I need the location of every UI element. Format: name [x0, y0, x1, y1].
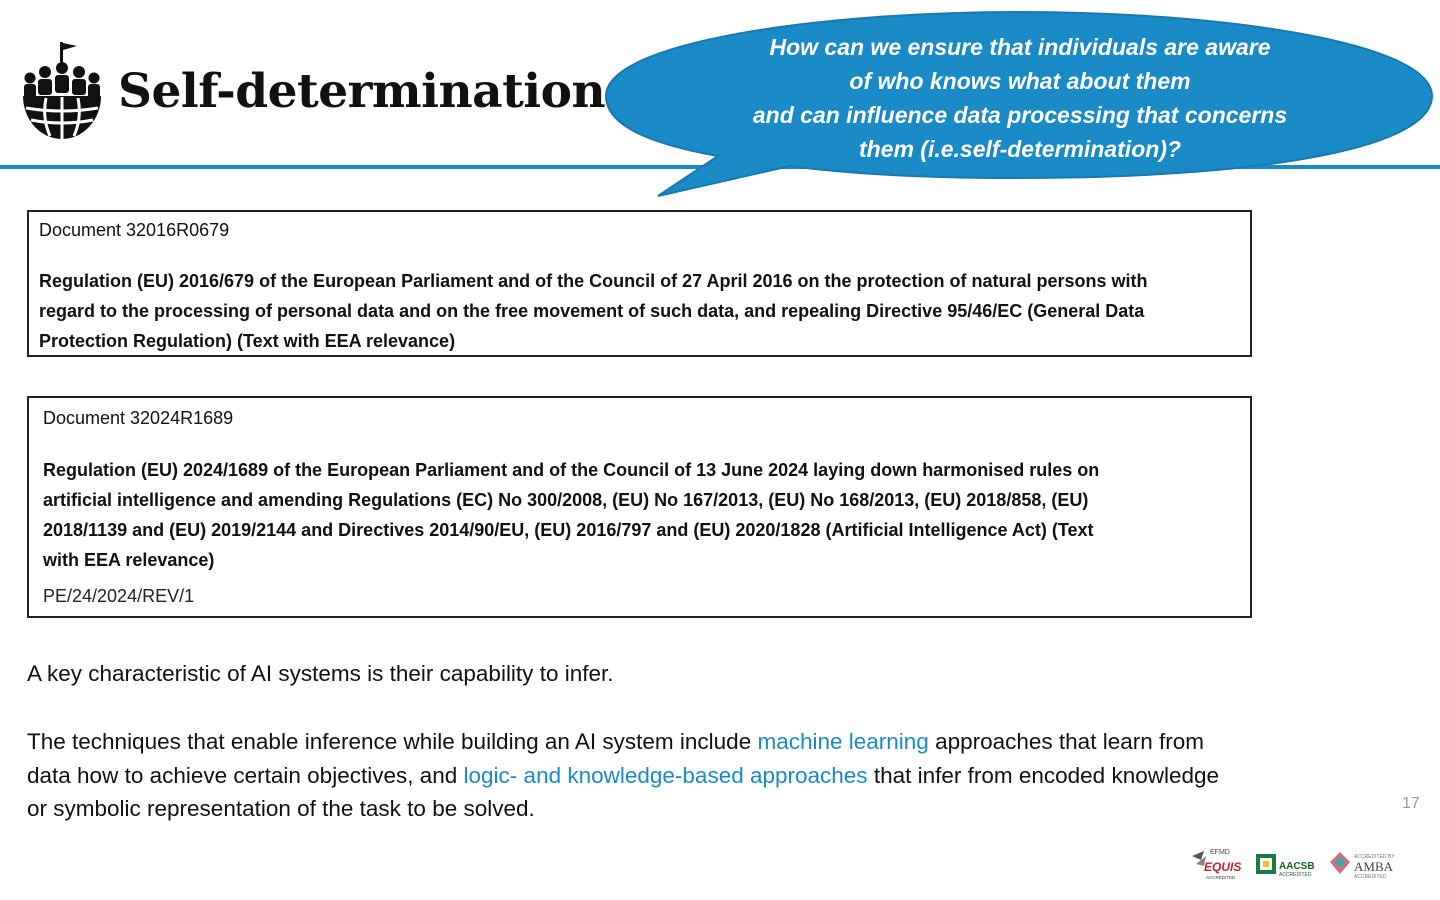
- callout-line: them (i.e.self-determination)?: [858, 136, 1182, 162]
- document-title-line: artificial intelligence and amending Regulations (EC) No 300/2008, (EU) No 167/2013, (EU) No 168/2013, (EU) 2018/858, (EU): [43, 490, 1089, 510]
- document-title-line: 2018/1139 and (EU) 2019/2144 and Directives 2014/90/EU, (EU) 2016/797 and (EU) 2020/1828 (Artificial Intelligence Act) (Text: [43, 520, 1094, 540]
- equis-top-text: EFMD: [1210, 849, 1230, 856]
- amba-top-text: ACCREDITED BY: [1354, 854, 1395, 860]
- document-label: Document 32016R0679: [39, 220, 230, 240]
- document-title-line: Protection Regulation) (Text with EEA relevance): [39, 331, 456, 351]
- logic-knowledge-link[interactable]: logic- and knowledge-based approaches: [463, 763, 868, 788]
- aacsb-logo-icon: [1254, 842, 1324, 882]
- document-title-line: Regulation (EU) 2024/1689 of the European Parliament and of the Council of 13 June 2024 laying down harmonised rules on: [43, 460, 1100, 480]
- machine-learning-link[interactable]: machine learning: [757, 729, 929, 754]
- document-title-line: regard to the processing of personal data and on the free movement of such data, and repealing Directive 95/46/EC (General Data: [39, 301, 1145, 321]
- callout-line: How can we ensure that individuals are aware: [769, 34, 1271, 60]
- document-reference: PE/24/2024/REV/1: [43, 586, 195, 606]
- document-card-gdpr: [27, 210, 1252, 357]
- document-label: Document 32024R1689: [43, 408, 234, 428]
- body-text-span: data how to achieve certain objectives, and: [27, 763, 464, 788]
- equis-name: EQUIS: [1204, 860, 1242, 874]
- document-card-ai-act: [27, 396, 1252, 618]
- callout-question: [700, 30, 1340, 166]
- body-text-span: The techniques that enable inference while building an AI system include: [27, 729, 758, 754]
- aacsb-name: AACSB: [1279, 861, 1315, 872]
- callout-line: and can influence data processing that concerns: [752, 102, 1288, 128]
- aacsb-sub: ACCREDITED: [1279, 872, 1312, 878]
- document-title: [39, 266, 1148, 356]
- equis-logo-icon: [1188, 842, 1248, 882]
- equis-sub: ACCREDITED: [1206, 875, 1236, 880]
- document-title-line: with EEA relevance): [43, 550, 215, 570]
- document-title: [43, 455, 1099, 575]
- document-title-line: Regulation (EU) 2016/679 of the European Parliament and of the Council of 27 April 2016 on the protection of natural persons with: [39, 271, 1148, 291]
- amba-sub: ACCREDITED: [1354, 874, 1387, 880]
- body-intro: A key characteristic of AI systems is their capability to infer.: [27, 661, 614, 686]
- body-line: or symbolic representation of the task to be solved.: [27, 796, 535, 821]
- body-text-span: that infer from encoded knowledge: [867, 763, 1220, 788]
- page-number: 17: [1402, 795, 1420, 812]
- people-globe-logo-icon: [22, 40, 106, 146]
- amba-logo-icon: [1326, 842, 1402, 882]
- amba-name: AMBA: [1354, 859, 1394, 874]
- body-line: [27, 729, 1204, 755]
- body-text-span: approaches that learn from: [928, 729, 1204, 754]
- callout-line: of who knows what about them: [849, 68, 1191, 94]
- body-line: [27, 763, 1219, 789]
- page-title: Self-determination: [118, 64, 606, 119]
